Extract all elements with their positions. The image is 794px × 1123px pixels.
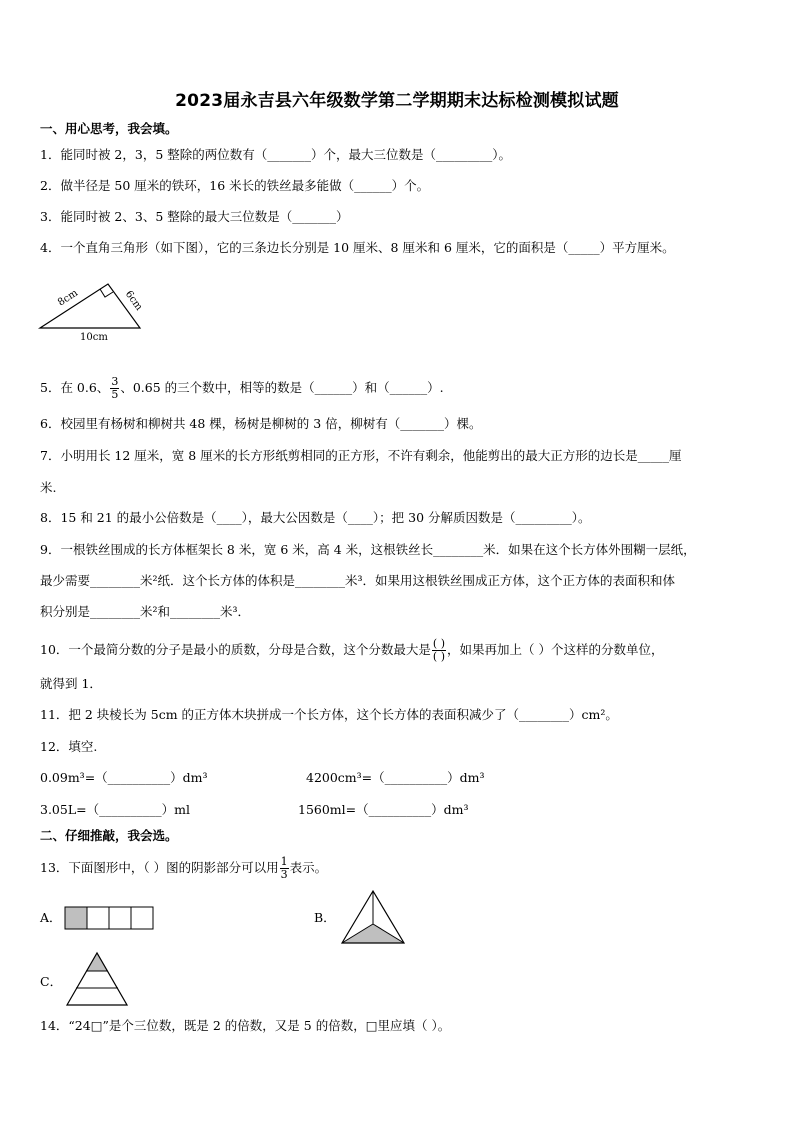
option-a-figure <box>64 906 156 930</box>
question-7-continued: 米. <box>40 480 57 495</box>
option-b-figure <box>338 888 408 946</box>
question-14: 14．“24□”是个三位数，既是 2 的倍数，又是 5 的倍数，□里应填（ ）。 <box>40 1018 451 1033</box>
triangle-label-8cm: 8cm <box>56 287 81 309</box>
fraction-denominator: 3 <box>280 868 288 881</box>
question-8: 8．15 和 21 的最小公倍数是（____），最大公因数是（____）；把 30 分解质因数是（_________）。 <box>40 510 591 525</box>
right-triangle-figure <box>36 280 156 346</box>
question-13-post: 表示。 <box>289 860 328 875</box>
fraction-numerator: ( ) <box>432 637 446 650</box>
section-heading-2: 二、仔细推敲，我会选。 <box>40 828 178 843</box>
question-5-post: 、0.65 的三个数中，相等的数是（______）和（______）. <box>120 380 444 395</box>
question-10-pre: 10．一个最简分数的分子是最小的质数，分母是合数，这个分数最大是 <box>40 642 431 657</box>
fraction-one-third <box>280 856 289 881</box>
question-7: 7．小明用长 12 厘米，宽 8 厘米的长方形纸剪相同的正方形，不许有剩余，他能剪出的最大正方形的边长是_____厘 <box>40 448 682 463</box>
question-12: 12．填空. <box>40 739 98 754</box>
fraction-three-fifths <box>110 376 119 401</box>
question-5 <box>40 376 760 401</box>
triangle-label-10cm: 10cm <box>80 332 108 343</box>
option-c-figure <box>64 950 130 1008</box>
triangle-label-6cm: 6cm <box>122 288 145 313</box>
question-6: 6．校园里有杨树和柳树共 48 棵，杨树是柳树的 3 倍，柳树有（_______）棵。 <box>40 416 482 431</box>
fraction-denominator: ( ) <box>432 650 446 663</box>
question-2: 2．做半径是 50 厘米的铁环，16 米长的铁丝最多能做（______）个。 <box>40 178 430 193</box>
question-10 <box>40 638 760 663</box>
question-3: 3．能同时被 2、3、5 整除的最大三位数是（_______） <box>40 209 349 224</box>
question-5-pre: 5．在 0.6、 <box>40 380 110 395</box>
question-9: 9．一根铁丝围成的长方体框架长 8 米，宽 6 米，高 4 米，这根铁丝长________米．如果在这个长方体外围糊一层纸， <box>40 542 696 557</box>
question-11: 11．把 2 块棱长为 5cm 的正方体木块拼成一个长方体，这个长方体的表面积减少了（________）cm²。 <box>40 707 618 722</box>
fraction-denominator: 5 <box>111 388 119 401</box>
question-4: 4．一个直角三角形（如下图），它的三条边长分别是 10 厘米、8 厘米和 6 厘米，它的面积是（_____）平方厘米。 <box>40 240 675 255</box>
question-13-pre: 13．下面图形中，（ ）图的阴影部分可以用 <box>40 860 279 875</box>
question-1: 1．能同时被 2，3，5 整除的两位数有（_______）个，最大三位数是（_________）。 <box>40 147 512 162</box>
question-9-line-2: 最少需要________米²纸．这个长方体的体积是________米³．如果用这根铁丝围成正方体，这个正方体的表面积和体 <box>40 573 676 588</box>
question-10-continued: 就得到 1． <box>40 676 102 691</box>
question-10-post: ，如果再加上（ ）个这样的分数单位， <box>447 642 664 657</box>
page-title: 2023届永吉县六年级数学第二学期期末达标检测模拟试题 <box>175 91 619 111</box>
fraction-numerator: 3 <box>111 375 119 388</box>
question-13 <box>40 856 760 881</box>
option-c-label: C． <box>40 974 63 989</box>
fraction-numerator: 1 <box>280 855 288 868</box>
fill-item-4: 1560ml=（__________）dm³ <box>298 802 469 817</box>
fraction-blank <box>432 638 446 663</box>
option-b-label: B． <box>314 910 336 925</box>
option-a-label: A． <box>40 910 62 925</box>
fill-item-2: 4200cm³=（__________）dm³ <box>306 770 485 785</box>
fill-item-1: 0.09m³=（__________）dm³ <box>40 770 208 785</box>
fill-item-3: 3.05L=（__________）ml <box>40 802 190 817</box>
section-heading-1: 一、用心思考，我会填。 <box>40 121 178 136</box>
question-9-line-3: 积分别是________米²和________米³． <box>40 604 251 619</box>
